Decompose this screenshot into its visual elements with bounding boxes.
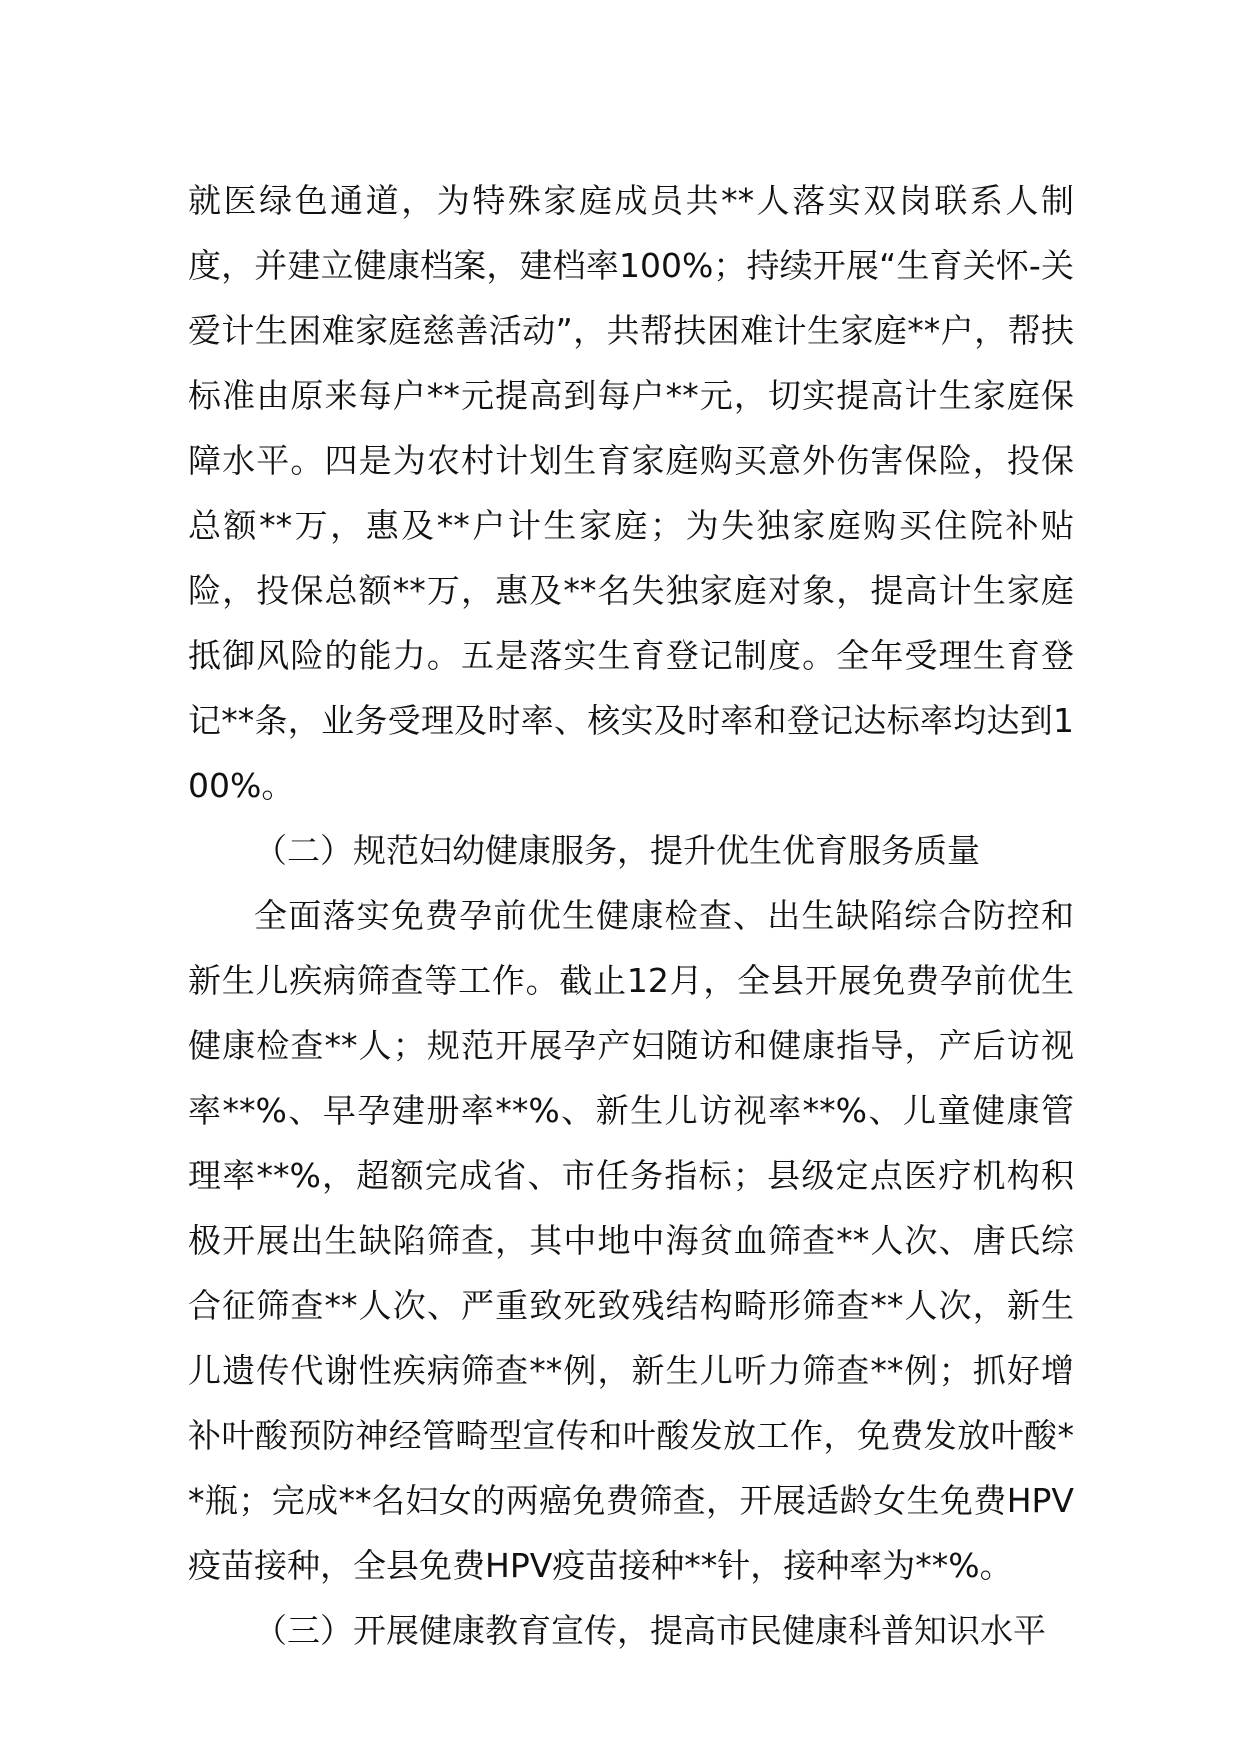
paragraph-maternal-child-health: 全面落实免费孕前优生健康检查、出生缺陷综合防控和新生儿疾病筛查等工作。截止12月，全县开展免费孕前优生健康检查**人；规范开展孕产妇随访和健康指导，产后访视率**%、早孕建册率**%、新生儿访视率**%、儿童健康管理率**%，超额完成省、市任务指标；县级定点医疗机构积极开展出生缺陷筛查，其中地中海贫血筛查**人次、唐氏综合征筛查**人次、严重致死致残结构畸形筛查**人次，新生儿遗传代谢性疾病筛查**例，新生儿听力筛查**例；抓好增补叶酸预防神经管畸型宣传和叶酸发放工作，免费发放叶酸**瓶；完成**名妇女的两癌免费筛查，开展适龄女生免费HPV疫苗接种，全县免费HPV疫苗接种**针，接种率为**%。 xyxy=(188,896,1074,1585)
section-heading-maternal-child-health: （二）规范妇幼健康服务，提升优生优育服务质量 xyxy=(254,831,980,870)
section-heading-health-education: （三）开展健康教育宣传，提高市民健康科普知识水平 xyxy=(254,1611,1046,1650)
document-body xyxy=(188,168,1074,1663)
paragraph-family-support-continuation: 就医绿色通道，为特殊家庭成员共**人落实双岗联系人制度，并建立健康档案，建档率100%；持续开展“生育关怀-关爱计生困难家庭慈善活动”，共帮扶困难计生家庭**户，帮扶标准由原来每户**元提高到每户**元，切实提高计生家庭保障水平。四是为农村计划生育家庭购买意外伤害保险，投保总额**万，惠及**户计生家庭；为失独家庭购买住院补贴险，投保总额**万，惠及**名失独家庭对象，提高计生家庭抵御风险的能力。五是落实生育登记制度。全年受理生育登记**条，业务受理及时率、核实及时率和登记达标率均达到100%。 xyxy=(188,181,1074,805)
